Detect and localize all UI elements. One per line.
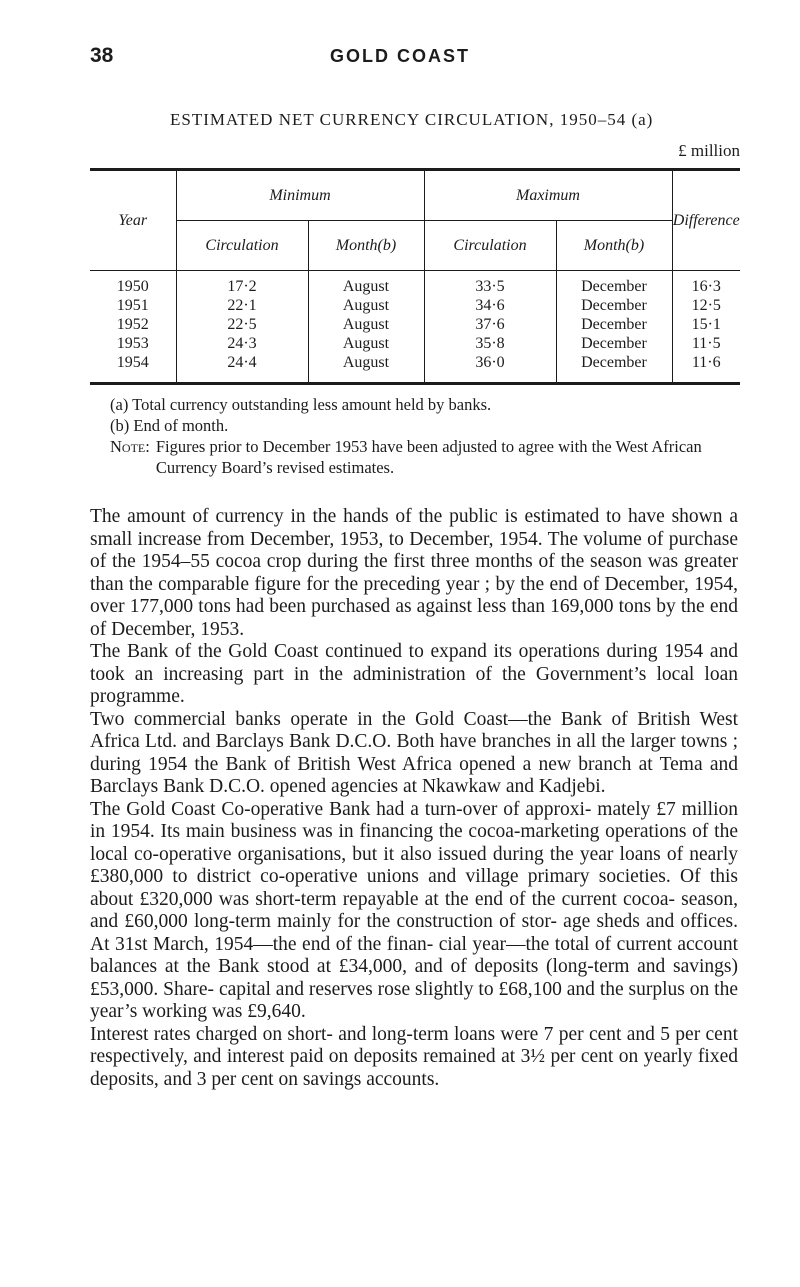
header-difference: Difference bbox=[672, 170, 740, 271]
cell-min-circulation: 24·4 bbox=[176, 353, 308, 384]
header-maximum: Maximum bbox=[424, 170, 672, 221]
table-row bbox=[90, 315, 740, 334]
cell-min-circulation: 24·3 bbox=[176, 334, 308, 353]
header-minimum: Minimum bbox=[176, 170, 424, 221]
table-title-prefix: ESTIMATED NET CURRENCY CIRCULATION, bbox=[170, 110, 555, 129]
cell-min-circulation: 22·1 bbox=[176, 296, 308, 315]
table-row bbox=[90, 271, 740, 297]
page-header bbox=[90, 44, 710, 74]
cell-max-circulation: 34·6 bbox=[424, 296, 556, 315]
header-year: Year bbox=[90, 170, 176, 271]
paragraph: The Gold Coast Co-operative Bank had a turn-over of approxi- mately £7 million in 1954. Its main business was in financing the cocoa-marketing operations of the local co-operative organisations, but it also issued during the year loans of nearly £380,000 to district co-operative unions and village primary societies. Of this about £320,000 was short-term repayable at the end of the current cocoa- season, and £60,000 long-term mainly for the construction of stor- age sheds and offices. At 31st March, 1954—the end of the finan- cial year—the total of current account balances at the Bank stood at £34,000, and of deposits (long-term and savings) £53,000. Share- capital and reserves rose slightly to £68,100 and the surplus on the year’s working was £9,640. bbox=[90, 798, 738, 1022]
page-number: 38 bbox=[90, 44, 114, 67]
cell-max-circulation: 35·8 bbox=[424, 334, 556, 353]
cell-min-month: August bbox=[308, 315, 424, 334]
cell-max-month: December bbox=[556, 271, 672, 297]
footnote-b: (b) End of month. bbox=[110, 416, 229, 435]
cell-min-circulation: 22·5 bbox=[176, 315, 308, 334]
cell-min-circulation: 17·2 bbox=[176, 271, 308, 297]
cell-max-month: December bbox=[556, 315, 672, 334]
paragraph: Two commercial banks operate in the Gold Coast—the Bank of British West Africa Ltd. and Barclays Bank D.C.O. Both have branches in all the larger towns ; during 1954 the Bank of British West Africa opened a new branch at Tema and Barclays Bank D.C.O. opened agencies at Nkawkaw and Kadjebi. bbox=[90, 708, 738, 797]
cell-max-circulation: 36·0 bbox=[424, 353, 556, 384]
paragraph: Interest rates charged on short- and long-term loans were 7 per cent and 5 per cent respectively, and interest paid on deposits remained at 3½ per cent on yearly fixed deposits, and 3 per cent on savings accounts. bbox=[90, 1023, 738, 1090]
cell-difference: 11·6 bbox=[672, 353, 740, 384]
cell-year: 1952 bbox=[116, 316, 149, 333]
cell-difference: 16·3 bbox=[672, 271, 740, 297]
cell-max-month: December bbox=[556, 296, 672, 315]
paragraph: The Bank of the Gold Coast continued to expand its operations during 1954 and took an increasing part in the administration of the Government’s local loan programme. bbox=[90, 641, 738, 707]
cell-year: 1950 bbox=[116, 278, 149, 295]
body-text bbox=[90, 506, 738, 1091]
cell-min-month: August bbox=[308, 353, 424, 384]
table-title-suffix: 1950–54 (a) bbox=[559, 110, 654, 129]
cell-min-month: August bbox=[308, 334, 424, 353]
header-min-circulation: Circulation bbox=[176, 221, 308, 271]
cell-difference: 11·5 bbox=[672, 334, 740, 353]
cell-max-circulation: 33·5 bbox=[424, 271, 556, 297]
table-row bbox=[90, 296, 740, 315]
header-max-month: Month(b) bbox=[556, 221, 672, 271]
running-title: GOLD COAST bbox=[330, 46, 470, 66]
cell-min-month: August bbox=[308, 271, 424, 297]
cell-year: 1953 bbox=[116, 335, 149, 352]
cell-year: 1954 bbox=[90, 353, 176, 384]
cell-difference: 15·1 bbox=[672, 315, 740, 334]
footnote-a: (a) Total currency outstanding less amount held by banks. bbox=[110, 395, 492, 414]
header-min-month: Month(b) bbox=[308, 221, 424, 271]
cell-difference: 12·5 bbox=[672, 296, 740, 315]
currency-circulation-table bbox=[90, 168, 740, 385]
table-row bbox=[90, 334, 740, 353]
cell-max-month: December bbox=[556, 353, 672, 384]
table-row bbox=[90, 353, 740, 384]
note-label: Note: bbox=[110, 437, 150, 456]
cell-max-circulation: 37·6 bbox=[424, 315, 556, 334]
cell-year: 1951 bbox=[116, 297, 149, 314]
paragraph: The amount of currency in the hands of the public is estimated to have shown a small increase from December, 1953, to December, 1954. The volume of purchase of the 1954–55 cocoa crop during the first three months of the season was greater than the comparable figure for the preceding year ; by the end of December, 1954, over 177,000 tons had been purchased as against less than 169,000 tons by the end of December, 1953. bbox=[90, 506, 738, 640]
table-title bbox=[170, 110, 653, 130]
note-text: Figures prior to December 1953 have been adjusted to agree with the West African Currency Board’s revised estimates. bbox=[155, 437, 702, 477]
cell-min-month: August bbox=[308, 296, 424, 315]
table-note bbox=[110, 436, 738, 478]
table-unit-note: £ million bbox=[678, 141, 740, 160]
header-max-circulation: Circulation bbox=[424, 221, 556, 271]
cell-max-month: December bbox=[556, 334, 672, 353]
table-footnotes bbox=[110, 394, 738, 478]
